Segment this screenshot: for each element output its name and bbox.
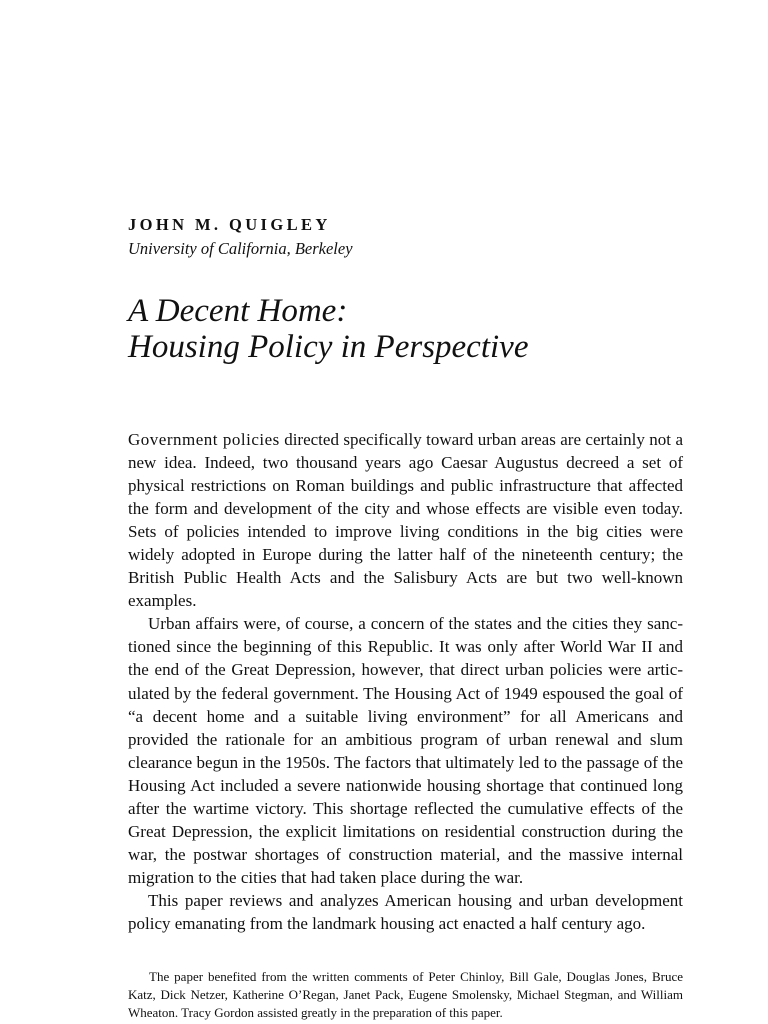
body-paragraph-1-text: directed specifically toward urban areas are certainly not a new idea. Indeed, two thousand years ago Caesar Augustus decreed a set of physical restrictions on Roman buildings and public infrastructure that affected the form and development of the city and whose effects are visible even today. Sets of policies intended to improve living conditions in the big cities were widely adopted in Europe during the latter half of the nineteenth century; the British Public Health Acts and the Salisbury Acts are but two well-known examples. <box>128 430 683 611</box>
article-title <box>128 293 528 365</box>
article-title-line-2: Housing Policy in Perspective <box>128 329 529 365</box>
article-body <box>128 428 683 935</box>
paper-page <box>128 0 683 1024</box>
paragraph-lead-in: Government policies <box>128 430 280 449</box>
body-paragraph-2: Urban affairs were, of course, a concern of the states and the cities they sanctioned since the beginning of this Republic. It was only after World War II and the end of the Great Depression, however, that direct urban policies were articulated by the federal government. The Housing Act of 1949 espoused the goal of “a decent home and a suitable living environment” for all Americans and provided the rationale for an ambitious program of urban renewal and slum clearance begun in the 1950s. The factors that ultimately led to the passage of the Housing Act included a severe nationwide housing shortage that continued long after the wartime victory. This shortage reflected the cumulative effects of the Great Depression, the explicit limitations on residential construction during the war, the postwar shortages of construction material, and the massive internal migration to the cities that had taken place during the war. <box>128 614 683 887</box>
author-name: JOHN M. QUIGLEY <box>128 215 331 234</box>
body-paragraph-1 <box>128 428 683 612</box>
article-title-line-1: A Decent Home: <box>128 293 348 329</box>
acknowledgment-footnote: The paper benefited from the written comments of Peter Chinloy, Bill Gale, Douglas Jones, Bruce Katz, Dick Netzer, Katherine O’Regan, Janet Pack, Eugene Smolensky, Michael Stegman, and William Wheaton. Tracy Gordon assisted greatly in the preparation of this paper. <box>128 969 683 1020</box>
author-affiliation: University of California, Berkeley <box>128 239 353 258</box>
body-paragraph-3: This paper reviews and analyzes American housing and urban development policy emanating from the landmark housing act enacted a half century ago. <box>128 890 683 933</box>
